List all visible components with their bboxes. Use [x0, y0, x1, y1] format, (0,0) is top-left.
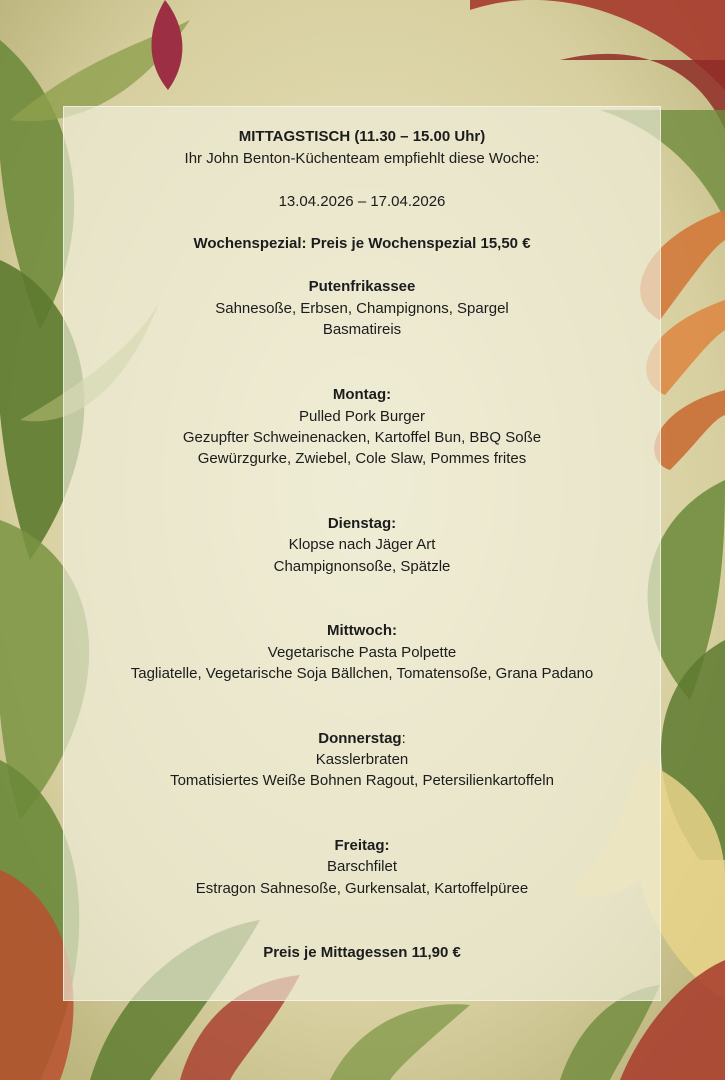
weekly-special-dish: Putenfrikassee: [308, 278, 416, 295]
footer-price: Preis je Mittagessen 11,90 €: [263, 944, 461, 961]
weekly-special-line: Basmatireis: [322, 321, 402, 338]
day-dish-freitag: Barschfilet: [326, 858, 398, 875]
day-dish-montag: Pulled Pork Burger: [299, 408, 425, 425]
day-line-mittwoch: Tagliatelle, Vegetarische Soja Bällchen, Tomatensoße, Grana Padano: [130, 665, 594, 682]
day-label-freitag: Freitag:: [334, 837, 390, 854]
day-line-dienstag: Champignonsoße, Spätzle: [273, 558, 451, 575]
weekly-special-heading: Wochenspezial: Preis je Wochenspezial 15,50 €: [193, 235, 531, 252]
day-label-mittwoch: Mittwoch:: [327, 622, 397, 639]
menu-title: MITTAGSTISCH (11.30 – 15.00 Uhr): [238, 128, 486, 145]
day-label-dienstag: Dienstag:: [327, 515, 397, 532]
menu-panel: [63, 106, 661, 1001]
date-range: 13.04.2026 – 17.04.2026: [278, 193, 446, 210]
day-dish-mittwoch: Vegetarische Pasta Polpette: [267, 644, 457, 661]
menu-subtitle: Ihr John Benton-Küchenteam empfiehlt diese Woche:: [184, 150, 540, 167]
day-line-donnerstag: Tomatisiertes Weiße Bohnen Ragout, Petersilienkartoffeln: [170, 772, 554, 789]
day-label-donnerstag-row: [64, 729, 660, 748]
day-label-suffix: :: [401, 730, 406, 747]
day-label-donnerstag: Donnerstag: [318, 730, 402, 747]
day-line-montag: Gewürzgurke, Zwiebel, Cole Slaw, Pommes frites: [197, 450, 527, 467]
day-line-montag: Gezupfter Schweinenacken, Kartoffel Bun, BBQ Soße: [182, 429, 542, 446]
day-line-freitag: Estragon Sahnesoße, Gurkensalat, Kartoffelpüree: [195, 880, 529, 897]
day-dish-dienstag: Klopse nach Jäger Art: [288, 536, 436, 553]
day-dish-donnerstag: Kasslerbraten: [315, 751, 409, 768]
weekly-special-line: Sahnesoße, Erbsen, Champignons, Spargel: [215, 300, 509, 317]
day-label-montag: Montag:: [332, 386, 392, 403]
